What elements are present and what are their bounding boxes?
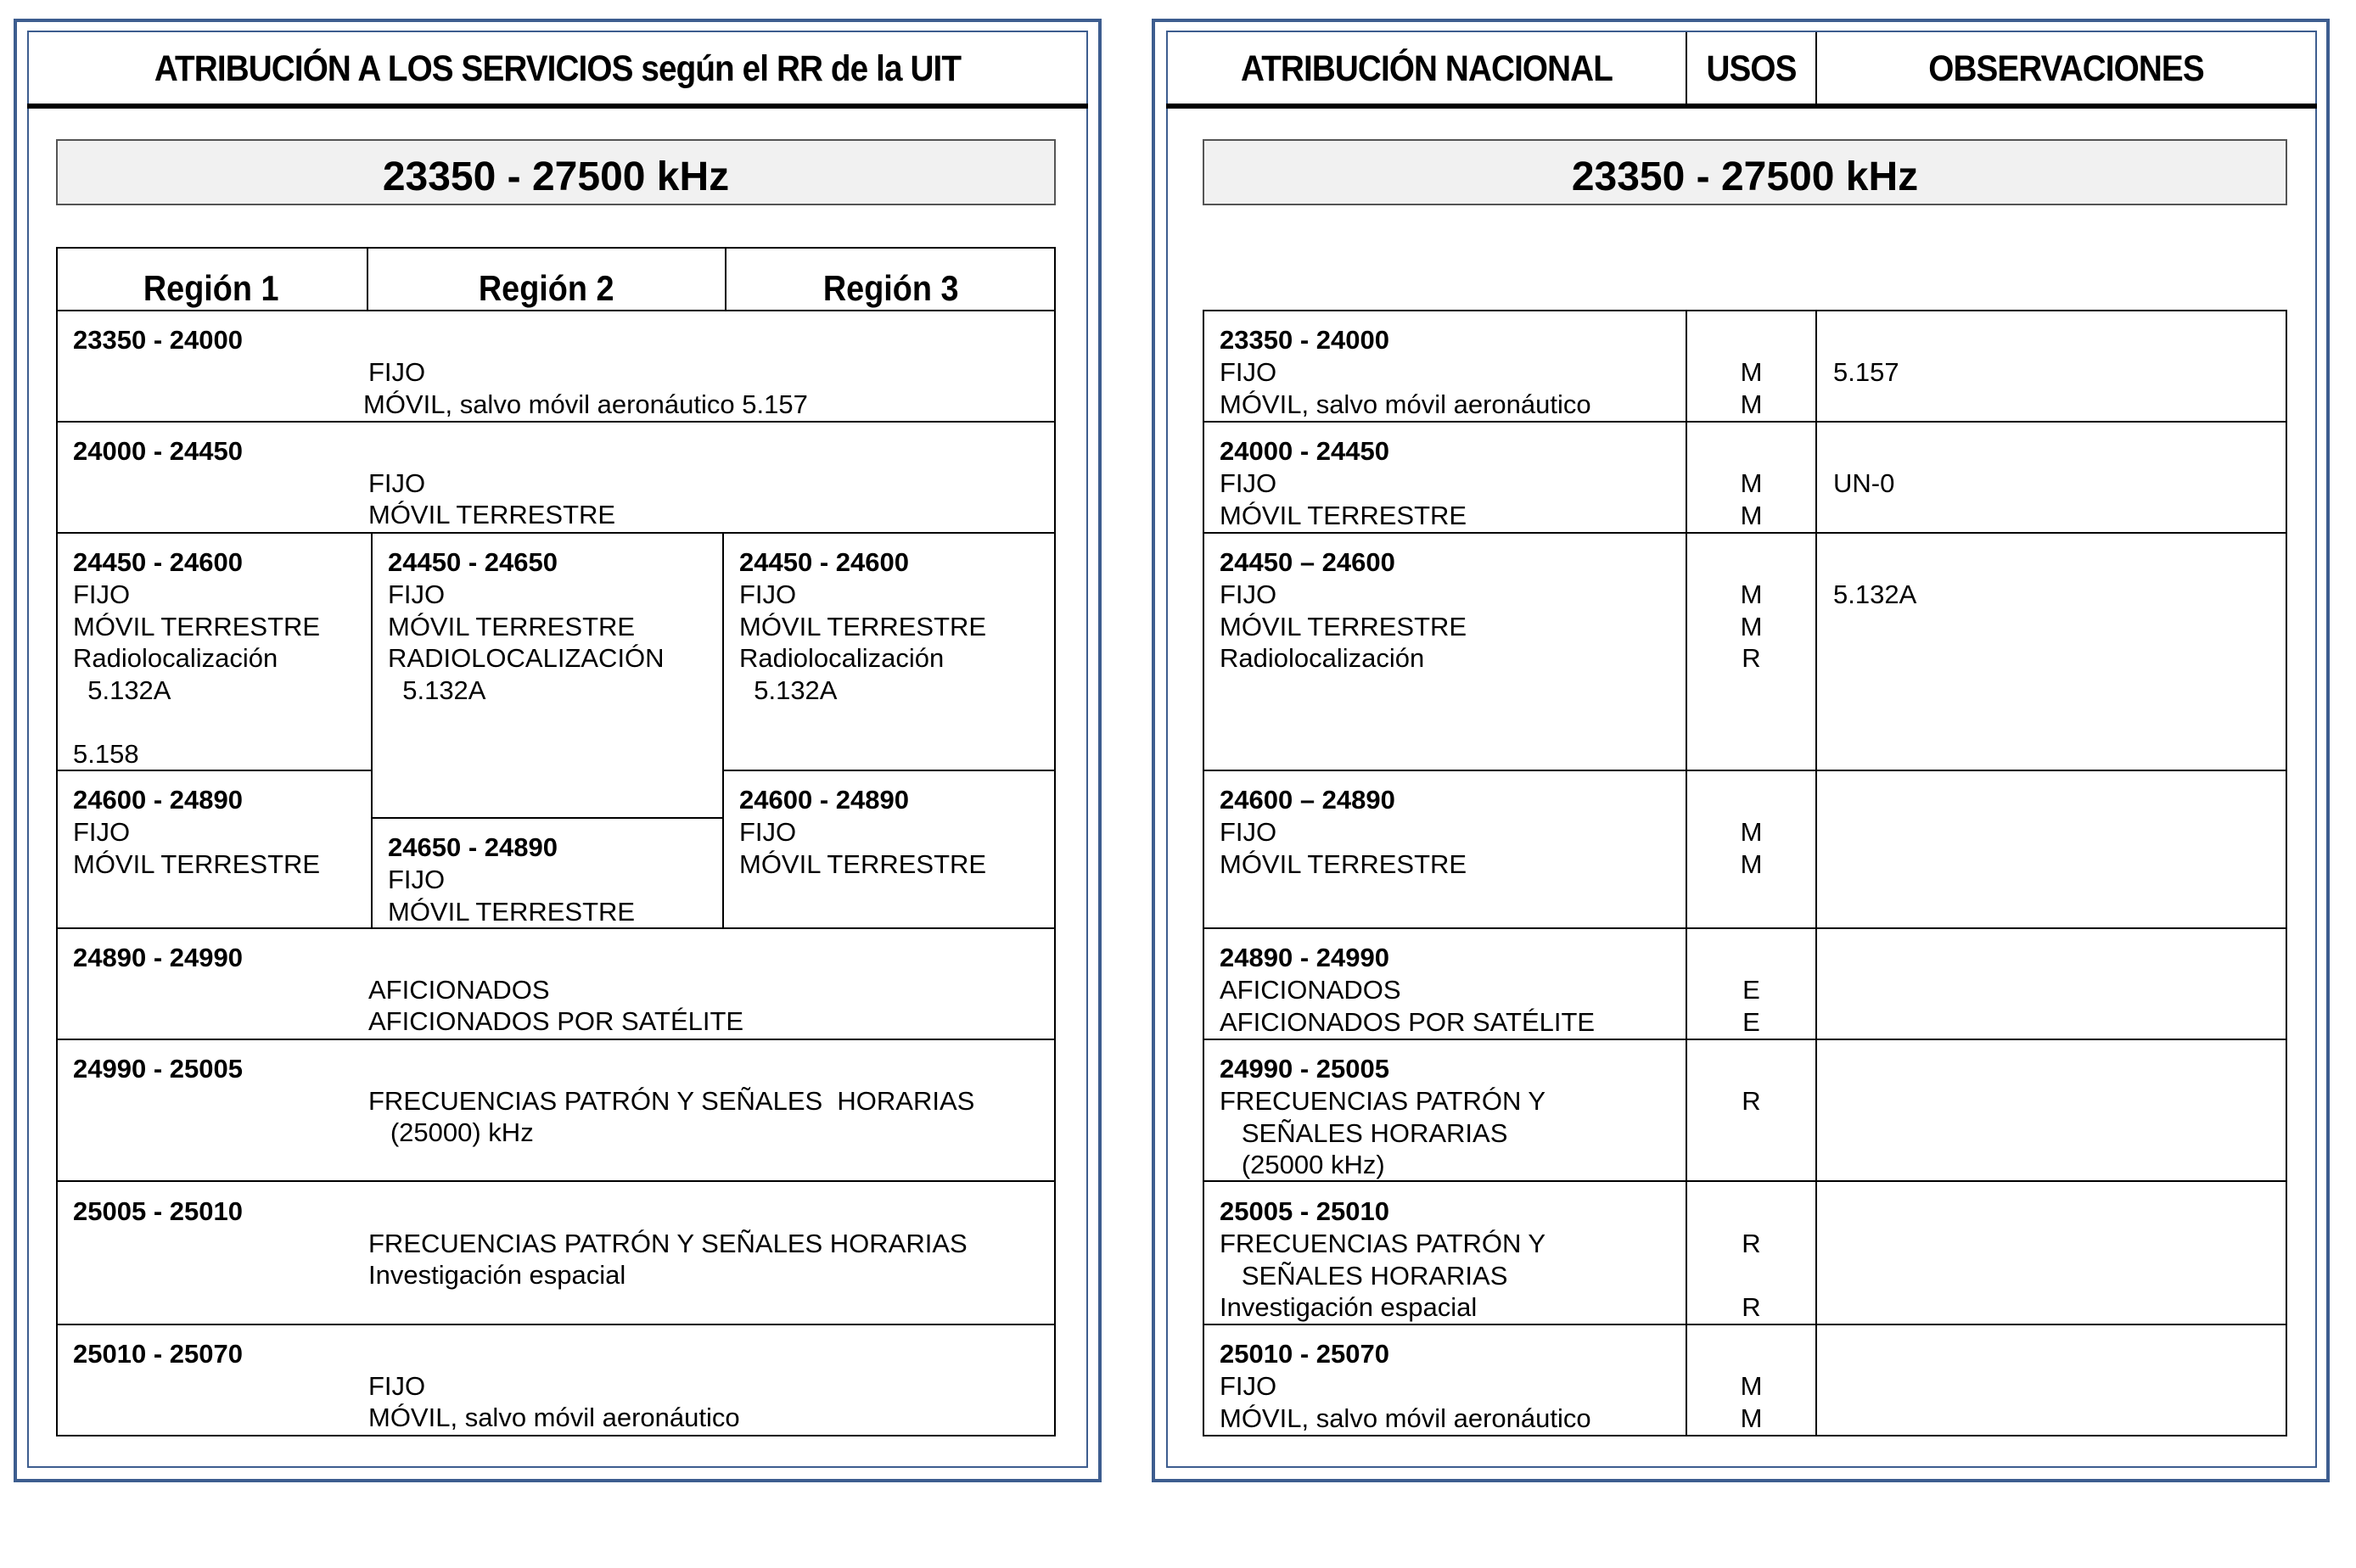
- region-2-label: Región 2: [479, 268, 614, 308]
- service-line: FIJO: [368, 357, 426, 387]
- left-title-rule: [27, 104, 1088, 109]
- region-3-label: Región 3: [823, 268, 959, 308]
- national-row: 25005 - 25010 FRECUENCIAS PATRÓN Y SEÑALES HORARIAS Investigación espacial: [1220, 1196, 1546, 1322]
- band-24890-24990: 24890 - 24990: [73, 943, 243, 972]
- left-range-text: 23350 - 27500 kHz: [382, 154, 730, 199]
- service-line: Investigación espacial: [368, 1260, 626, 1290]
- header-observaciones: OBSERVACIONES: [1928, 48, 2204, 89]
- national-row: 24000 - 24450 FIJO MÓVIL TERRESTRE: [1220, 436, 1467, 530]
- right-range-text: 23350 - 27500 kHz: [1571, 154, 1919, 199]
- left-panel-title: ATRIBUCIÓN A LOS SERVICIOS según el RR de la UIT: [154, 48, 962, 89]
- region2-cell-24650-24890: 24650 - 24890 FIJO MÓVIL TERRESTRE: [388, 832, 636, 927]
- header-usos: USOS: [1706, 48, 1797, 89]
- national-row: 24600 – 24890 FIJO MÓVIL TERRESTRE: [1220, 785, 1467, 879]
- service-line: FRECUENCIAS PATRÓN Y SEÑALES HORARIAS: [368, 1229, 968, 1258]
- band-25010-25070: 25010 - 25070: [73, 1339, 243, 1369]
- left-range-banner: [56, 139, 1056, 205]
- right-title-rule: [1166, 104, 2317, 109]
- service-line: FIJO: [368, 468, 426, 498]
- national-row: 24990 - 25005 FRECUENCIAS PATRÓN Y SEÑALES HORARIAS (25000 kHz): [1220, 1054, 1546, 1179]
- observation-cell: UN-0: [1833, 468, 1895, 498]
- national-row: 25010 - 25070 FIJO MÓVIL, salvo móvil aeronáutico: [1220, 1339, 1591, 1433]
- region-1-header: [56, 248, 367, 309]
- service-line: MÓVIL TERRESTRE: [368, 500, 616, 529]
- national-row: 24890 - 24990 AFICIONADOS AFICIONADOS POR SATÉLITE: [1220, 943, 1596, 1037]
- region1-cell-24450-24600: 24450 - 24600 FIJO MÓVIL TERRESTRE Radiolocalización 5.132A 5.158: [73, 547, 321, 769]
- national-row: 23350 - 24000 FIJO MÓVIL, salvo móvil aeronáutico: [1220, 325, 1591, 419]
- service-line: FIJO: [368, 1371, 426, 1401]
- band-23350-24000: 23350 - 24000: [73, 325, 243, 355]
- service-line: (25000) kHz: [368, 1117, 534, 1147]
- region3-cell-24450-24600: 24450 - 24600 FIJO MÓVIL TERRESTRE Radiolocalización 5.132A: [739, 547, 987, 705]
- service-line: AFICIONADOS POR SATÉLITE: [368, 1006, 744, 1036]
- uses-cell: M M: [1740, 817, 1763, 879]
- observation-cell: 5.132A: [1833, 580, 1917, 609]
- observation-cell: 5.157: [1833, 357, 1899, 387]
- uses-cell: M M: [1740, 1371, 1763, 1433]
- band-25005-25010: 25005 - 25010: [73, 1196, 243, 1226]
- region2-cell-24450-24650: 24450 - 24650 FIJO MÓVIL TERRESTRE RADIOLOCALIZACIÓN 5.132A: [388, 547, 665, 705]
- header-national-allocation: ATRIBUCIÓN NACIONAL: [1241, 48, 1613, 89]
- service-line: FRECUENCIAS PATRÓN Y SEÑALES HORARIAS: [368, 1086, 975, 1116]
- region-3-header: [726, 248, 1056, 309]
- service-line: MÓVIL, salvo móvil aeronáutico 5.157: [363, 389, 808, 419]
- band-24990-25005: 24990 - 25005: [73, 1054, 243, 1084]
- right-range-banner: [1203, 139, 2287, 205]
- region3-cell-24600-24890: 24600 - 24890 FIJO MÓVIL TERRESTRE: [739, 785, 987, 879]
- service-line: AFICIONADOS: [368, 975, 550, 1005]
- national-row: 24450 – 24600 FIJO MÓVIL TERRESTRE Radiolocalización: [1220, 547, 1467, 673]
- service-line: MÓVIL, salvo móvil aeronáutico: [368, 1403, 740, 1432]
- region1-cell-24600-24890: 24600 - 24890 FIJO MÓVIL TERRESTRE: [73, 785, 321, 879]
- uses-cell: R R: [1742, 1229, 1761, 1322]
- region-1-label: Región 1: [143, 268, 279, 308]
- uses-cell: M M: [1740, 468, 1763, 530]
- uses-cell: R: [1742, 1086, 1761, 1116]
- band-24000-24450: 24000 - 24450: [73, 436, 243, 466]
- uses-cell: M M R: [1740, 580, 1763, 673]
- region-2-header: [368, 248, 725, 309]
- uses-cell: E E: [1742, 975, 1760, 1037]
- uses-cell: M M: [1740, 357, 1763, 419]
